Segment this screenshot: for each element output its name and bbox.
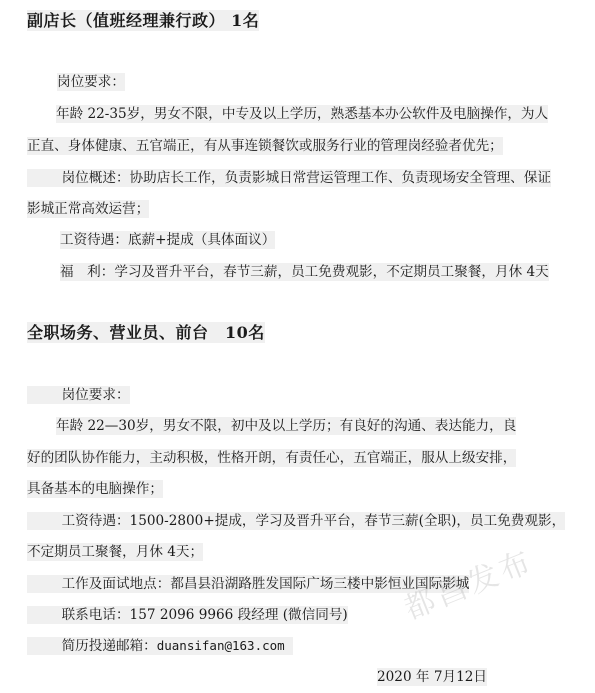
section-2-requirements-line-2: 好的团队协作能力，主动积极，性格开朗，有责任心，五官端正，服从上级安排，	[27, 450, 517, 466]
section-2-requirements-line-3: 具备基本的电脑操作；	[27, 481, 163, 497]
resume-email-label: 简历投递邮箱：	[61, 638, 157, 654]
contact-phone: 联系电话：157 2096 9966 段经理 (微信同号)	[27, 605, 348, 625]
posting-date: 2020 年 7月12日	[377, 669, 487, 685]
section-1-title: 副店长（值班经理兼行政） 1名	[27, 11, 260, 30]
watermark-logo: 都昌发布	[399, 543, 539, 627]
resume-email-line	[27, 636, 293, 656]
section-1-description-line-1: 岗位概述：协助店长工作，负责影城日常营运管理工作、负责现场安全管理、保证	[27, 168, 551, 188]
section-1-requirements-line-1: 年龄 22-35岁，男女不限，中专及以上学历，熟悉基本办公软件及电脑操作，为人	[56, 106, 549, 122]
section-2-title: 全职场务、营业员、前台 10名	[27, 323, 265, 342]
section-1-benefits: 福 利：学习及晋升平台，春节三薪，员工免费观影，不定期员工聚餐，月休 4天	[60, 264, 549, 280]
section-1-requirements-line-2: 正直、身体健康、五官端正，有从事连锁餐饮或服务行业的管理岗经验者优先；	[27, 138, 503, 154]
section-1-salary: 工资待遇：底薪+提成（具体面议）	[60, 232, 276, 248]
resume-email-address[interactable]: duansifan@163.com	[156, 638, 285, 653]
section-2-requirements-label: 岗位要求：	[27, 385, 130, 405]
interview-location: 工作及面试地点：都昌县沿湖路胜发国际广场三楼中影恒业国际影城	[27, 574, 469, 594]
section-1-requirements-label: 岗位要求：	[57, 74, 125, 90]
section-2-salary-line-2: 不定期员工聚餐，月休 4天；	[27, 544, 204, 560]
section-2-requirements-line-1: 年龄 22—30岁，男女不限，初中及以上学历；有良好的沟通、表达能力，良	[56, 418, 517, 434]
section-1-description-line-2: 影城正常高效运营；	[27, 201, 150, 217]
section-2-salary-line-1: 工资待遇：1500-2800+提成，学习及晋升平台，春节三薪(全职)，员工免费观影，	[27, 511, 565, 531]
